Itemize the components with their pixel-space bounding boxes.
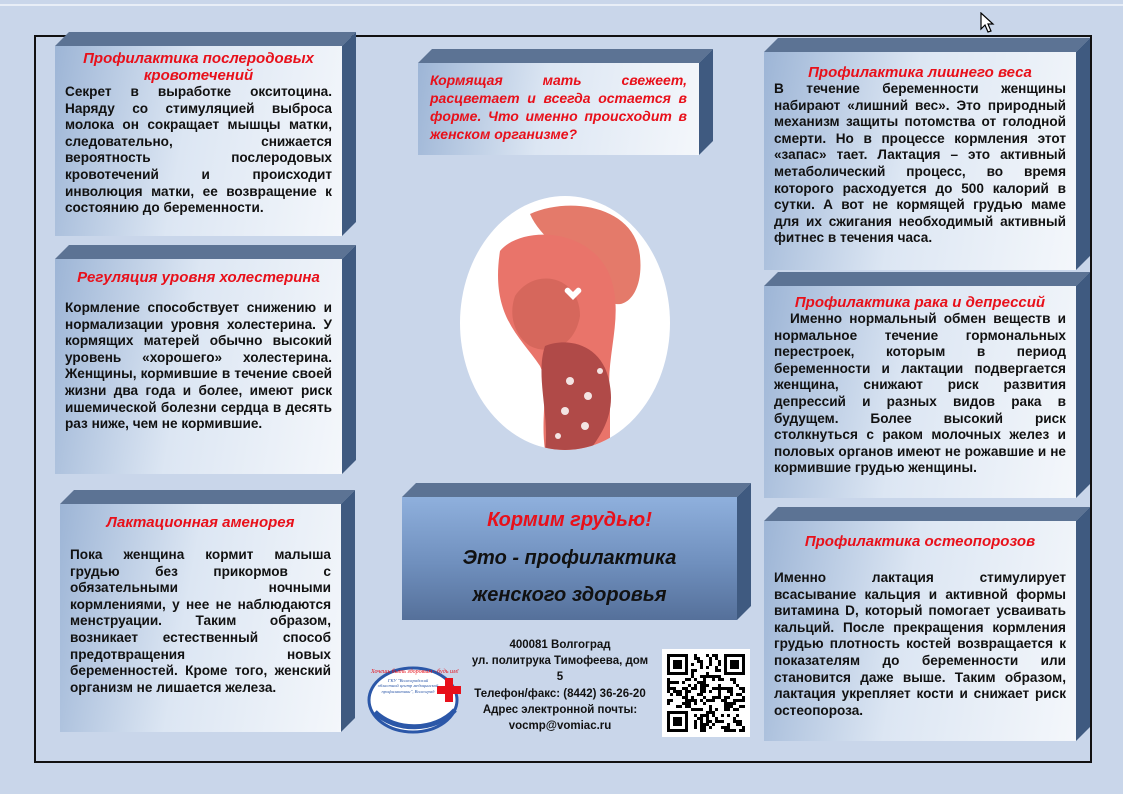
mother-child-illustration [460,196,670,450]
contact-street: ул. политрука Тимофеева, дом 5 [471,655,649,684]
mouse-cursor-icon [980,12,996,34]
contact-info [470,637,650,734]
contact-phone: Телефон/факс: (8442) 36-26-20 [474,687,646,700]
tagline-text: Кормящая мать свежеет, расцветает и всегда остается в форме. Что именно происходит в женском организме? [430,72,687,142]
postpartum-title: Профилактика послеродовых кровотечений [83,50,314,84]
qr-code [662,649,750,737]
cancer-title: Профилактика рака и депрессий [794,294,1046,311]
postpartum-text: Секрет в выработке окситоцина. Наряду со стимуляцией выброса молока он сокращает мышцы матки, следовательно, снижается вероятность послеродовых кровотечений и происходит инволюция матки, ее возвращение к состоянию до беременности. [65,84,332,216]
cholesterol-box [55,245,356,474]
weight-title: Профилактика лишнего веса [808,64,1032,81]
top-edge-line [0,4,1123,6]
contact-city: 400081 Волгоград [509,639,611,651]
osteoporosis-title: Профилактика остеопорозов [804,533,1036,550]
amenorrhea-box [60,490,355,732]
weight-text: В течение беременности женщины набирают «лишний вес». Это природный механизм защиты потомства от голодной смерти. Но в процессе кормления этот «запас» тает. Лактация – это активный метаболический процесс, во время которого расходуется до 500 калорий в сутки. А вот не кормящей грудью маме для их сжигания необходимый активный фитнес в течения часа. [774,81,1066,246]
postpartum-box [55,32,356,236]
cholesterol-text: Кормление способствует снижению и нормализации уровня холестерина. У кормящих матерей обычно высокий уровень «хорошего» холестерина. Женщины, кормившие в течение своей жизни два года и более, имеют риск ишемической болезни сердца в десять раз ниже, чем не кормившие. [65,300,332,432]
cancer-box [764,272,1090,498]
contact-email: vocmp@vomiac.ru [508,720,612,733]
headline-title: Кормим грудью! [487,509,652,531]
svg-text:Хочешь быть здоровым - будь им: Хочешь быть здоровым - будь им! [371,669,459,675]
contact-email-label: Адрес электронной почты: [482,703,638,716]
cholesterol-title: Регуляция уровня холестерина [77,269,320,286]
organization-logo [365,660,470,735]
logo-organization-name: ГКУ "Волгоградский областной центр медицинской профилактики", Волгоград [377,678,439,694]
cancer-text: Именно нормальный обмен веществ и нормальное течение гормональных перестроек, которым в период беременности и лактации подвергается женщина, снижают риск развития депрессий и разных видов рака в будущем. Более высокий риск столкнуться с раком молочных желез и половых органов имеют не рожавшие и не кормившие грудью женщины. [774,311,1066,476]
amenorrhea-title: Лактационная аменорея [106,514,295,531]
headline-subtitle-1: Это - профилактика [462,547,677,569]
tagline-box [418,49,713,155]
osteoporosis-box [764,507,1090,741]
weight-box [764,38,1090,270]
amenorrhea-text: Пока женщина кормит малыша грудью без прикормов с обязательными ночными кормлениями, у нее не наблюдаются менструации. Таким образом, возникает естественный способ предотвращения новых беременностей. Кроме того, женский организм не лишается железа. [70,547,331,695]
osteoporosis-text: Именно лактация стимулирует всасывание кальция и активной формы витамина D, который помогает усваивать кальций. После прекращения кормления грудью плотность костей возвращается к показателям до беременности или становится даже выше. Таким образом, лактация укрепляет кости и снижает риск остеопороза. [774,570,1066,718]
headline-box [402,483,751,620]
headline-subtitle-2: женского здоровья [472,584,667,606]
